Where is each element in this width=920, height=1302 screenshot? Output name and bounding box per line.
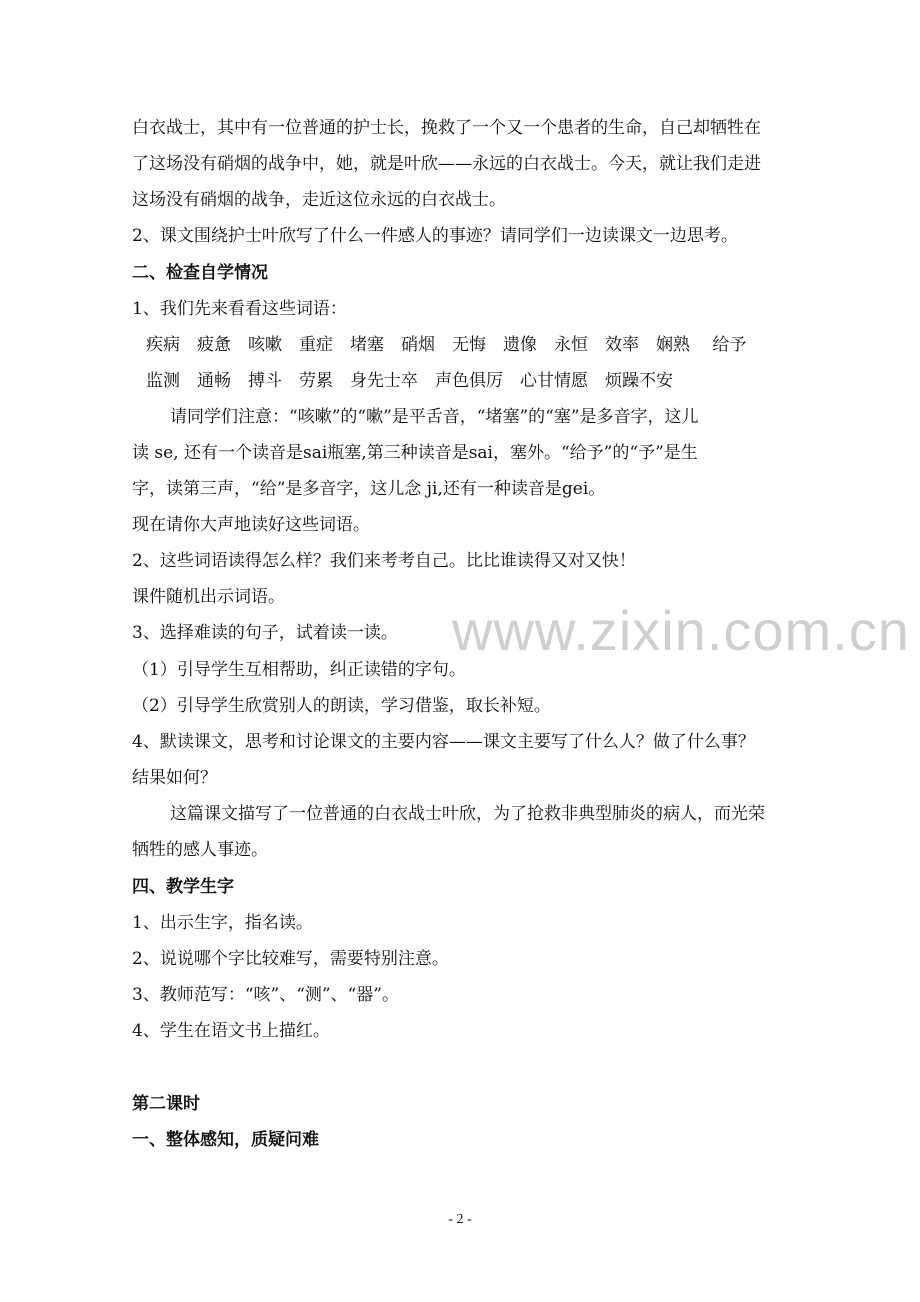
lesson-heading: 第二课时 xyxy=(132,1094,200,1114)
paragraph-line: 这篇课文描写了一位普通的白衣战士叶欣，为了抢救非典型肺炎的病人，而光荣 xyxy=(170,804,765,824)
page-number: - 2 - xyxy=(448,1212,472,1227)
section-heading: 四、教学生字 xyxy=(132,877,234,897)
paragraph-line: 结果如何？ xyxy=(132,768,217,788)
watermark: www.zixin.com.cn xyxy=(452,599,910,662)
paragraph-line: 2、说说哪个字比较难写，需要特别注意。 xyxy=(132,949,449,969)
paragraph-line: 现在请你大声地读好这些词语。 xyxy=(132,515,370,535)
paragraph-line: 白衣战士，其中有一位普通的护士长，挽救了一个又一个患者的生命，自己却牺牲在 xyxy=(132,118,761,138)
paragraph-line: 课件随机出示词语。 xyxy=(132,587,285,607)
paragraph-line: 1、我们先来看看这些词语： xyxy=(132,299,347,319)
vocabulary-row: 疾病 疲惫 咳嗽 重症 堵塞 硝烟 无悔 遗像 永恒 效率 娴熟 给予 xyxy=(146,335,747,355)
vocabulary-row: 监测 通畅 搏斗 劳累 身先士卒 声色俱厉 心甘情愿 烦躁不安 xyxy=(146,371,673,391)
paragraph-line: （1）引导学生互相帮助，纠正读错的字句。 xyxy=(132,660,466,680)
section-heading: 一、整体感知，质疑问难 xyxy=(132,1130,319,1150)
paragraph-line: 读 se, 还有一个读音是sai瓶塞,第三种读音是sai，塞外。“给予”的“予”是生 xyxy=(132,443,698,463)
paragraph-line: （2）引导学生欣赏别人的朗读，学习借鉴，取长补短。 xyxy=(132,696,551,716)
paragraph-line: 3、教师范写：“咳”、“测”、“器”。 xyxy=(132,985,399,1005)
section-heading: 二、检查自学情况 xyxy=(132,263,268,283)
paragraph-line: 1、出示生字，指名读。 xyxy=(132,913,313,933)
paragraph-line: 牺牲的感人事迹。 xyxy=(132,840,268,860)
paragraph-line: 字，读第三声，“给”是多音字，这儿念 ji,还有一种读音是gei。 xyxy=(132,479,606,499)
paragraph-line: 请同学们注意：“咳嗽”的“嗽”是平舌音，“堵塞”的“塞”是多音字，这儿 xyxy=(170,407,699,427)
question-line: 2、课文围绕护士叶欣写了什么一件感人的事迹？请同学们一边读课文一边思考。 xyxy=(132,226,738,246)
paragraph-line: 了这场没有硝烟的战争中，她，就是叶欣——永远的白衣战士。今天，就让我们走进 xyxy=(132,154,761,174)
paragraph-line: 4、默读课文，思考和讨论课文的主要内容——课文主要写了什么人？做了什么事？ xyxy=(132,732,755,752)
paragraph-line: 4、学生在语文书上描红。 xyxy=(132,1021,330,1041)
paragraph-line: 3、选择难读的句子，试着读一读。 xyxy=(132,623,398,643)
paragraph-line: 这场没有硝烟的战争，走近这位永远的白衣战士。 xyxy=(132,190,506,210)
paragraph-line: 2、这些词语读得怎么样？我们来考考自己。比比谁读得又对又快！ xyxy=(132,551,636,571)
